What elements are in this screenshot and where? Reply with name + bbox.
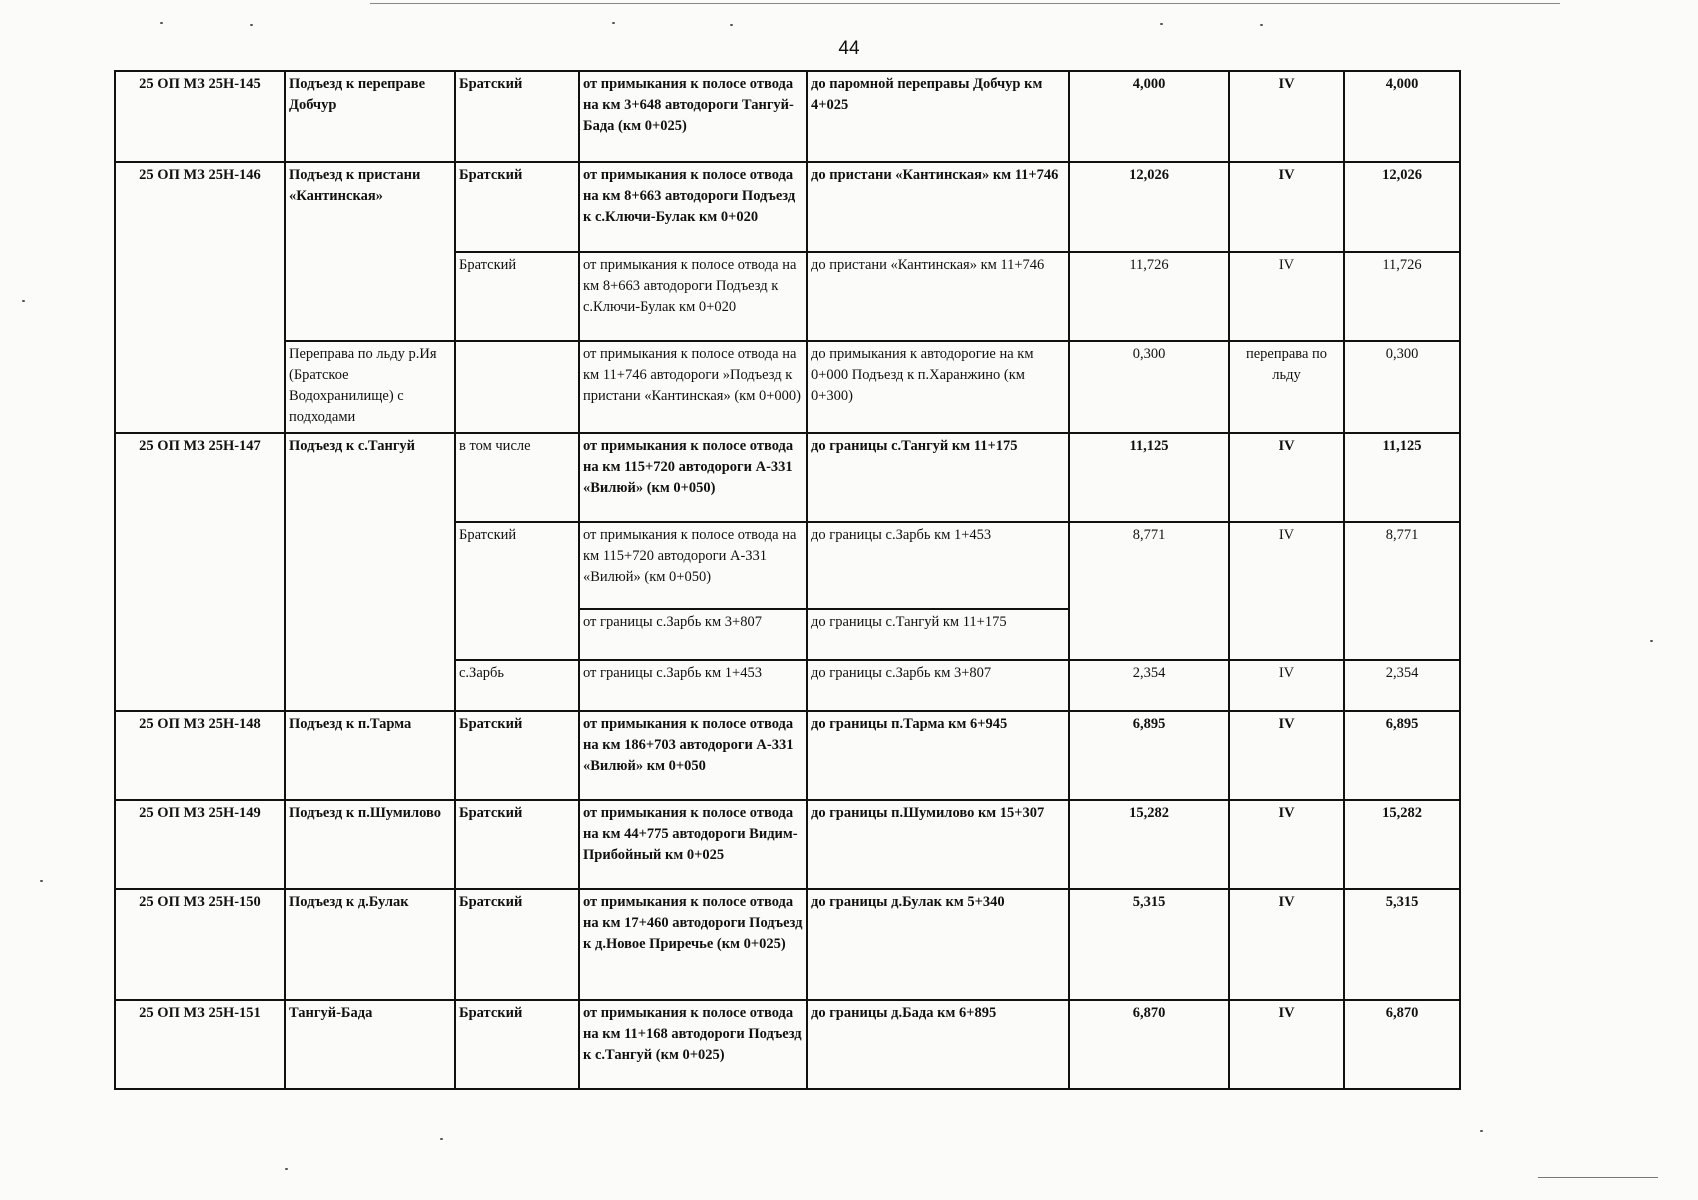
length-km: 15,282 bbox=[1069, 800, 1229, 889]
scan-speck bbox=[1260, 24, 1263, 26]
road-code: 25 ОП МЗ 25Н-145 bbox=[115, 71, 285, 162]
segment-to: до границы д.Бада км 6+895 bbox=[807, 1000, 1069, 1089]
road-category: IV bbox=[1229, 660, 1344, 711]
length-km: 6,870 bbox=[1069, 1000, 1229, 1089]
road-name: Тангуй-Бада bbox=[285, 1000, 455, 1089]
segment-from: от примыкания к полосе отвода на км 11+168 автодороги Подъезд к с.Тангуй (км 0+025) bbox=[579, 1000, 807, 1089]
scan-speck bbox=[1480, 1130, 1483, 1132]
road-category: IV bbox=[1229, 800, 1344, 889]
scan-bottom-rule bbox=[1538, 1177, 1658, 1178]
district: Братский bbox=[455, 800, 579, 889]
district: в том числе bbox=[455, 433, 579, 522]
segment-to: до пристани «Кантинская» км 11+746 bbox=[807, 162, 1069, 252]
district: Братский bbox=[455, 252, 579, 341]
scan-speck bbox=[40, 880, 43, 882]
total-km: 12,026 bbox=[1344, 162, 1460, 252]
segment-to: до примыкания к автодорогие на км 0+000 Подъезд к п.Харанжино (км 0+300) bbox=[807, 341, 1069, 433]
segment-from: от примыкания к полосе отвода на км 8+663 автодороги Подъезд к с.Ключи-Булак км 0+020 bbox=[579, 162, 807, 252]
scan-speck bbox=[1160, 23, 1163, 25]
district: Братский bbox=[455, 522, 579, 660]
total-km: 5,315 bbox=[1344, 889, 1460, 1000]
road-code: 25 ОП МЗ 25Н-149 bbox=[115, 800, 285, 889]
table-row bbox=[115, 711, 1460, 800]
road-name: Подъезд к п.Тарма bbox=[285, 711, 455, 800]
scan-speck bbox=[160, 22, 163, 24]
road-category: IV bbox=[1229, 162, 1344, 252]
road-category: IV bbox=[1229, 433, 1344, 522]
segment-to: до границы п.Шумилово км 15+307 bbox=[807, 800, 1069, 889]
roads-table bbox=[114, 70, 1461, 1090]
scan-speck bbox=[1650, 640, 1653, 642]
length-km: 5,315 bbox=[1069, 889, 1229, 1000]
road-category: IV bbox=[1229, 522, 1344, 660]
road-category: IV bbox=[1229, 252, 1344, 341]
district: Братский bbox=[455, 71, 579, 162]
total-km: 11,125 bbox=[1344, 433, 1460, 522]
scan-top-rule bbox=[370, 3, 1560, 4]
segment-to: до границы с.Зарбь км 1+453 bbox=[807, 522, 1069, 609]
segment-from: от примыкания к полосе отвода на км 115+720 автодороги А-331 «Вилюй» (км 0+050) bbox=[579, 522, 807, 609]
road-name: Подъезд к с.Тангуй bbox=[285, 433, 455, 711]
segment-from: от примыкания к полосе отвода на км 8+663 автодороги Подъезд к с.Ключи-Булак км 0+020 bbox=[579, 252, 807, 341]
table-row bbox=[115, 1000, 1460, 1089]
segment-to: до пристани «Кантинская» км 11+746 bbox=[807, 252, 1069, 341]
table-row bbox=[115, 341, 1460, 433]
length-km: 2,354 bbox=[1069, 660, 1229, 711]
road-name: Переправа по льду р.Ия (Братское Водохранилище) с подходами bbox=[285, 341, 455, 433]
district: Братский bbox=[455, 1000, 579, 1089]
scan-speck bbox=[22, 300, 25, 302]
segment-from: от границы с.Зарбь км 3+807 bbox=[579, 609, 807, 660]
length-km: 11,726 bbox=[1069, 252, 1229, 341]
segment-to: до границы с.Тангуй км 11+175 bbox=[807, 609, 1069, 660]
road-code: 25 ОП МЗ 25Н-150 bbox=[115, 889, 285, 1000]
segment-to: до паромной переправы Добчур км 4+025 bbox=[807, 71, 1069, 162]
segment-to: до границы п.Тарма км 6+945 bbox=[807, 711, 1069, 800]
segment-to: до границы д.Булак км 5+340 bbox=[807, 889, 1069, 1000]
district bbox=[455, 341, 579, 433]
road-code: 25 ОП МЗ 25Н-151 bbox=[115, 1000, 285, 1089]
segment-from: от примыкания к полосе отвода на км 11+746 автодороги »Подъезд к пристани «Кантинская» (км 0+000) bbox=[579, 341, 807, 433]
table-row bbox=[115, 889, 1460, 1000]
road-category: IV bbox=[1229, 711, 1344, 800]
road-code: 25 ОП МЗ 25Н-146 bbox=[115, 162, 285, 433]
length-km: 12,026 bbox=[1069, 162, 1229, 252]
scan-speck bbox=[250, 24, 253, 26]
district: Братский bbox=[455, 889, 579, 1000]
district: с.Зарбь bbox=[455, 660, 579, 711]
segment-from: от примыкания к полосе отвода на км 186+703 автодороги А-331 «Вилюй» км 0+050 bbox=[579, 711, 807, 800]
district: Братский bbox=[455, 711, 579, 800]
total-km: 6,870 bbox=[1344, 1000, 1460, 1089]
segment-to: до границы с.Зарбь км 3+807 bbox=[807, 660, 1069, 711]
length-km: 11,125 bbox=[1069, 433, 1229, 522]
segment-from: от примыкания к полосе отвода на км 3+648 автодороги Тангуй-Бада (км 0+025) bbox=[579, 71, 807, 162]
total-km: 15,282 bbox=[1344, 800, 1460, 889]
total-km: 2,354 bbox=[1344, 660, 1460, 711]
segment-from: от примыкания к полосе отвода на км 44+775 автодороги Видим-Прибойный км 0+025 bbox=[579, 800, 807, 889]
road-code: 25 ОП МЗ 25Н-147 bbox=[115, 433, 285, 711]
total-km: 6,895 bbox=[1344, 711, 1460, 800]
segment-from: от примыкания к полосе отвода на км 17+460 автодороги Подъезд к д.Новое Приречье (км 0+025) bbox=[579, 889, 807, 1000]
length-km: 0,300 bbox=[1069, 341, 1229, 433]
scan-speck bbox=[285, 1168, 288, 1170]
road-category: IV bbox=[1229, 71, 1344, 162]
table-row bbox=[115, 800, 1460, 889]
scan-speck bbox=[440, 1138, 443, 1140]
road-category: переправа по льду bbox=[1229, 341, 1344, 433]
table-row bbox=[115, 162, 1460, 252]
road-category: IV bbox=[1229, 889, 1344, 1000]
road-name: Подъезд к д.Булак bbox=[285, 889, 455, 1000]
road-name: Подъезд к п.Шумилово bbox=[285, 800, 455, 889]
scan-speck bbox=[612, 22, 615, 24]
scan-speck bbox=[730, 24, 733, 26]
district: Братский bbox=[455, 162, 579, 252]
road-category: IV bbox=[1229, 1000, 1344, 1089]
length-km: 6,895 bbox=[1069, 711, 1229, 800]
length-km: 8,771 bbox=[1069, 522, 1229, 660]
table-row bbox=[115, 433, 1460, 522]
total-km: 0,300 bbox=[1344, 341, 1460, 433]
road-name: Подъезд к переправе Добчур bbox=[285, 71, 455, 162]
total-km: 4,000 bbox=[1344, 71, 1460, 162]
road-code: 25 ОП МЗ 25Н-148 bbox=[115, 711, 285, 800]
road-name: Подъезд к пристани «Кантинская» bbox=[285, 162, 455, 341]
total-km: 8,771 bbox=[1344, 522, 1460, 660]
segment-from: от примыкания к полосе отвода на км 115+720 автодороги А-331 «Вилюй» (км 0+050) bbox=[579, 433, 807, 522]
page-number: 44 bbox=[838, 38, 860, 59]
length-km: 4,000 bbox=[1069, 71, 1229, 162]
total-km: 11,726 bbox=[1344, 252, 1460, 341]
segment-to: до границы с.Тангуй км 11+175 bbox=[807, 433, 1069, 522]
segment-from: от границы с.Зарбь км 1+453 bbox=[579, 660, 807, 711]
table-row bbox=[115, 71, 1460, 162]
